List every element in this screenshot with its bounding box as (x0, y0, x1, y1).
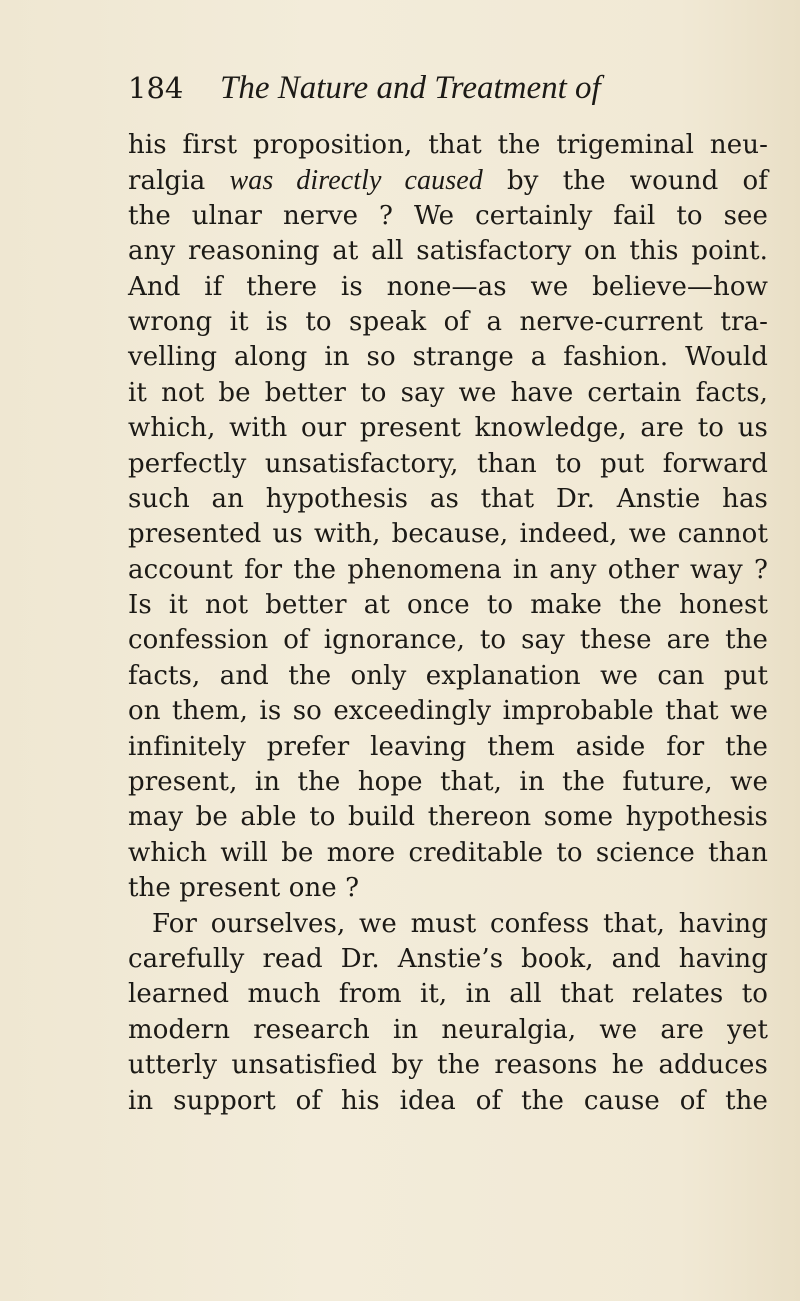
text-line (128, 163, 768, 198)
text-segment: ralgia (128, 166, 230, 197)
text-line: modern research in neuralgia, we are yet (128, 1014, 768, 1045)
text-line: the ulnar nerve ? We certainly fail to see (128, 200, 768, 231)
italic-phrase: was directly caused (229, 165, 483, 197)
text-line: carefully read Dr. Anstie’s book, and having (128, 943, 768, 974)
text-segment: by the wound of (482, 166, 769, 197)
text-line: perfectly unsatisfactory, than to put forward (128, 448, 768, 479)
text-line: account for the phenomena in any other way ? (128, 554, 768, 585)
text-line: velling along in so strange a fashion. Would (128, 342, 768, 373)
text-line: presented us with, because, indeed, we cannot (128, 519, 768, 550)
text-line: confession of ignorance, to say these are the (128, 625, 768, 656)
text-line: And if there is none—as we believe—how (128, 271, 768, 302)
paragraph-first-line: For ourselves, we must confess that, having (152, 908, 768, 939)
body-text (128, 128, 768, 1119)
text-line: Is it not better at once to make the honest (128, 590, 768, 621)
text-line: any reasoning at all satisfactory on this point. (128, 236, 768, 267)
text-line: utterly unsatisfied by the reasons he adduces (128, 1050, 768, 1081)
text-line: in support of his idea of the cause of the (128, 1085, 768, 1116)
text-line: infinitely prefer leaving them aside for the (128, 731, 768, 762)
text-line: the present one ? (128, 873, 360, 904)
text-line: his first proposition, that the trigeminal neu- (128, 130, 768, 160)
text-line: may be able to build thereon some hypothesis (128, 802, 768, 833)
running-header (128, 68, 748, 108)
text-line: such an hypothesis as that Dr. Anstie has (128, 483, 768, 514)
running-title: The Nature and Treatment of (220, 70, 601, 106)
text-line: facts, and the only explanation we can put (128, 660, 768, 691)
text-line: which, with our present knowledge, are to us (128, 413, 768, 444)
text-line: which will be more creditable to science than (128, 837, 768, 868)
text-line: it not be better to say we have certain facts, (128, 377, 768, 408)
text-line: wrong it is to speak of a nerve-current tra- (128, 306, 768, 337)
text-line: on them, is so exceedingly improbable that we (128, 696, 768, 727)
text-line: present, in the hope that, in the future, we (128, 767, 768, 798)
page-number: 184 (128, 71, 184, 105)
text-line: learned much from it, in all that relates to (128, 979, 768, 1010)
